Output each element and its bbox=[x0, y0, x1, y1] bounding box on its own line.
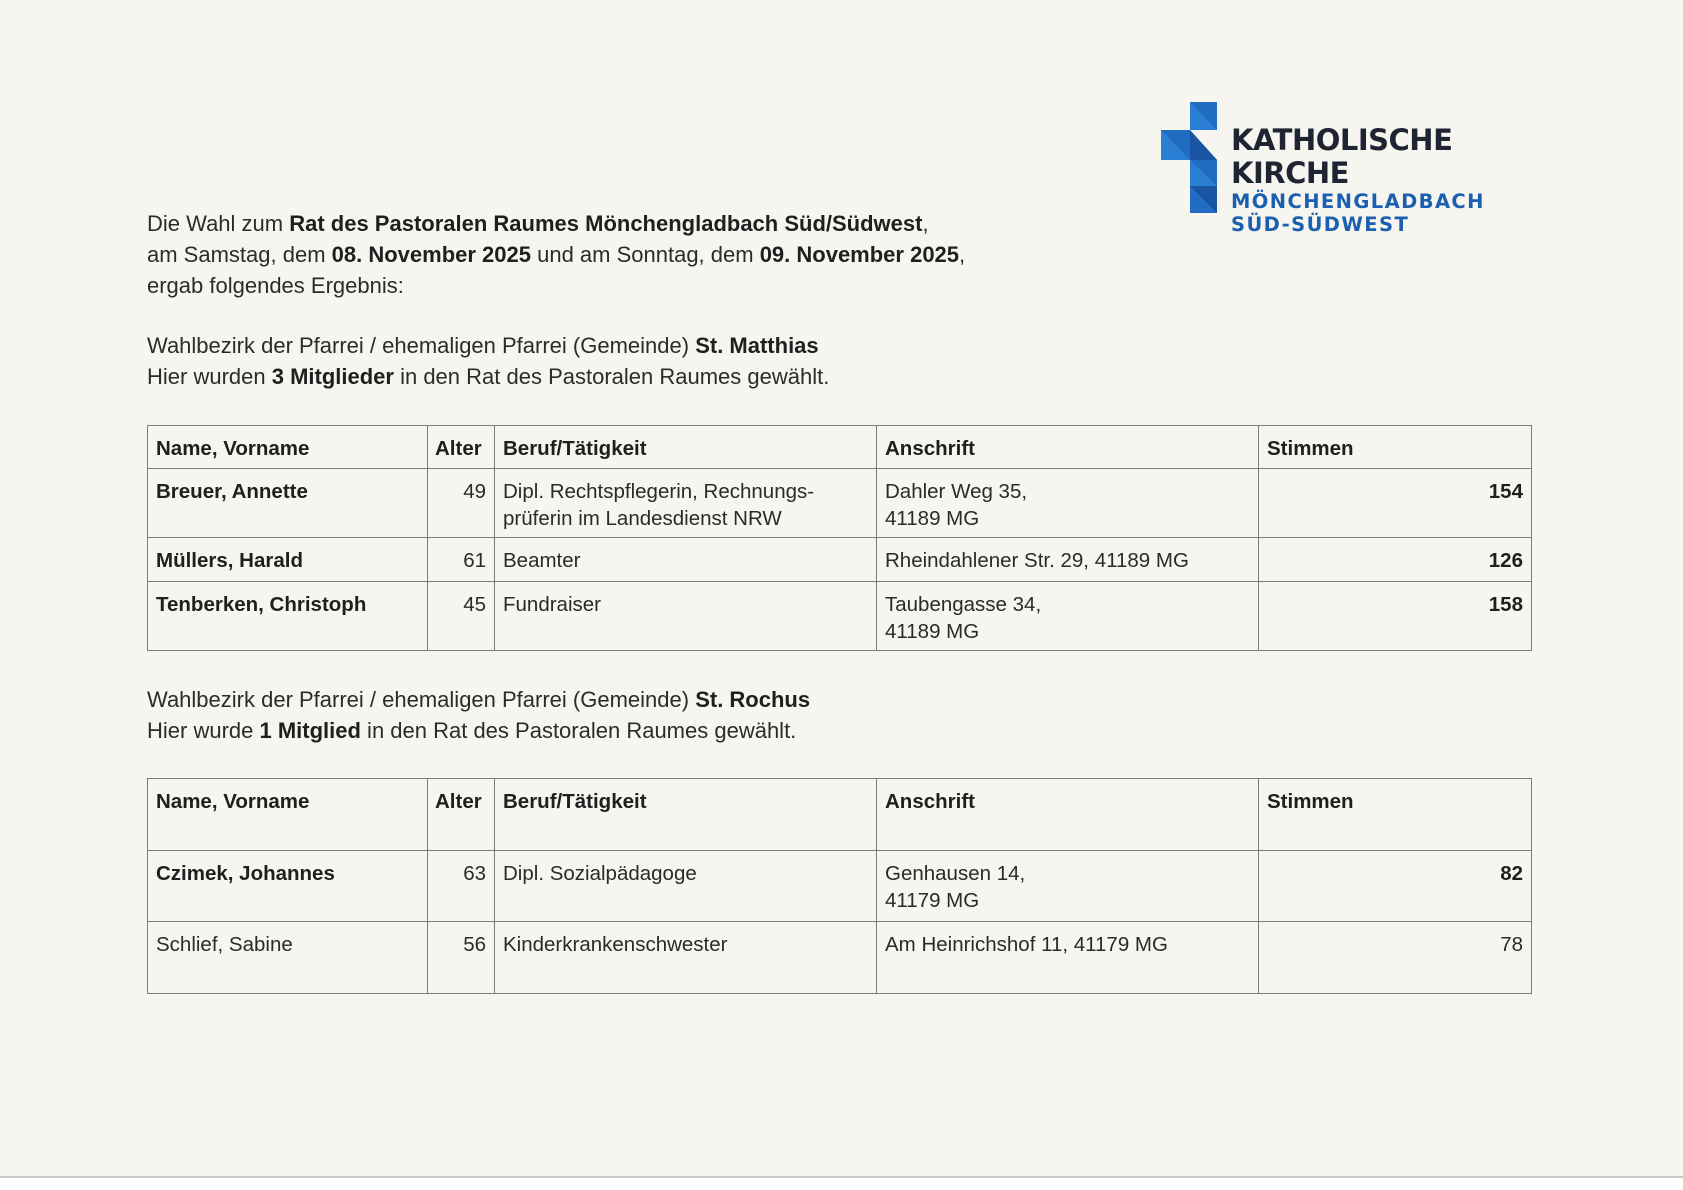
candidate-occupation bbox=[495, 922, 877, 994]
district-heading-st-rochus bbox=[147, 684, 810, 746]
district-name: St. Rochus bbox=[695, 687, 811, 712]
address-line: Taubengasse 34, bbox=[885, 593, 1042, 616]
candidate-address bbox=[877, 582, 1259, 651]
district-name: St. Matthias bbox=[695, 333, 819, 358]
table-header-row bbox=[148, 426, 1532, 469]
candidate-age: 56 bbox=[428, 922, 495, 994]
elected-count: 1 Mitglied bbox=[259, 718, 361, 743]
results-table-st-rochus bbox=[147, 778, 1532, 994]
intro-paragraph bbox=[147, 208, 965, 301]
cross-icon bbox=[1161, 102, 1219, 213]
district-heading-st-matthias bbox=[147, 330, 829, 392]
intro-line-1 bbox=[147, 208, 965, 239]
intro-text: , bbox=[959, 242, 966, 267]
intro-text: und am Sonntag, dem bbox=[530, 242, 760, 267]
candidate-address bbox=[877, 538, 1259, 582]
logo-title-line2: KIRCHE bbox=[1231, 156, 1349, 190]
elected-count: 3 Mitglieder bbox=[271, 364, 394, 389]
address-line: 41179 MG bbox=[885, 889, 980, 912]
logo-title-line1: KATHOLISCHE bbox=[1231, 123, 1453, 157]
candidate-occupation bbox=[495, 582, 877, 651]
candidate-name: Schlief, Sabine bbox=[148, 922, 428, 994]
address-line: 41189 MG bbox=[885, 507, 980, 530]
logo-subtitle-line1: MÖNCHENGLADBACH bbox=[1231, 190, 1485, 213]
table-row bbox=[148, 469, 1532, 538]
header-age: Alter bbox=[428, 779, 495, 851]
candidate-address bbox=[877, 851, 1259, 922]
candidate-occupation bbox=[495, 538, 877, 582]
scan-background bbox=[0, 1178, 1683, 1190]
candidate-age: 49 bbox=[428, 469, 495, 538]
district-label: Wahlbezirk der Pfarrei / ehemaligen Pfarrei (Gemeinde) bbox=[147, 687, 696, 712]
address-line: Genhausen 14, bbox=[885, 862, 1026, 885]
elected-text: Hier wurde bbox=[147, 718, 260, 743]
header-name: Name, Vorname bbox=[148, 426, 428, 469]
address-line: Am Heinrichshof 11, 41179 MG bbox=[885, 933, 1168, 956]
logo bbox=[1161, 102, 1491, 242]
occupation-line: Dipl. Sozialpädagoge bbox=[503, 862, 697, 885]
header-name: Name, Vorname bbox=[148, 779, 428, 851]
candidate-votes: 82 bbox=[1259, 851, 1532, 922]
election-date-2: 09. November 2025 bbox=[759, 242, 960, 267]
header-occupation: Beruf/Tätigkeit bbox=[495, 426, 877, 469]
candidate-age: 61 bbox=[428, 538, 495, 582]
header-occupation: Beruf/Tätigkeit bbox=[495, 779, 877, 851]
candidate-votes: 78 bbox=[1259, 922, 1532, 994]
elected-text: in den Rat des Pastoralen Raumes gewählt. bbox=[393, 364, 830, 389]
address-line: 41189 MG bbox=[885, 620, 980, 643]
election-date-1: 08. November 2025 bbox=[331, 242, 531, 267]
header-votes: Stimmen bbox=[1259, 426, 1532, 469]
candidate-name: Tenberken, Christoph bbox=[148, 582, 428, 651]
occupation-line: Fundraiser bbox=[503, 593, 601, 616]
candidate-occupation bbox=[495, 469, 877, 538]
header-address: Anschrift bbox=[877, 779, 1259, 851]
candidate-name: Czimek, Johannes bbox=[148, 851, 428, 922]
address-line: Dahler Weg 35, bbox=[885, 480, 1028, 503]
table-header-row bbox=[148, 779, 1532, 851]
elected-count-line bbox=[147, 715, 810, 746]
candidate-address bbox=[877, 922, 1259, 994]
results-table-st-matthias bbox=[147, 425, 1532, 651]
candidate-votes: 154 bbox=[1259, 469, 1532, 538]
occupation-line: Kinderkrankenschwester bbox=[503, 933, 728, 956]
elected-text: Hier wurden bbox=[147, 364, 272, 389]
candidate-votes: 158 bbox=[1259, 582, 1532, 651]
candidate-address bbox=[877, 469, 1259, 538]
table-row bbox=[148, 582, 1532, 651]
logo-subtitle-line2: SÜD-SÜDWEST bbox=[1231, 213, 1410, 236]
elected-text: in den Rat des Pastoralen Raumes gewählt. bbox=[360, 718, 797, 743]
header-address: Anschrift bbox=[877, 426, 1259, 469]
candidate-votes: 126 bbox=[1259, 538, 1532, 582]
header-age: Alter bbox=[428, 426, 495, 469]
candidate-name: Müllers, Harald bbox=[148, 538, 428, 582]
address-line: Rheindahlener Str. 29, 41189 MG bbox=[885, 549, 1189, 572]
candidate-age: 63 bbox=[428, 851, 495, 922]
district-line bbox=[147, 330, 829, 361]
occupation-line: prüferin im Landesdienst NRW bbox=[503, 507, 782, 530]
table-row bbox=[148, 851, 1532, 922]
intro-line-3: ergab folgendes Ergebnis: bbox=[147, 273, 404, 298]
header-votes: Stimmen bbox=[1259, 779, 1532, 851]
district-line bbox=[147, 684, 810, 715]
intro-text: Die Wahl zum bbox=[147, 211, 290, 236]
candidate-occupation bbox=[495, 851, 877, 922]
table-row bbox=[148, 922, 1532, 994]
council-name: Rat des Pastoralen Raumes Mönchengladbach Süd/Südwest bbox=[289, 211, 923, 236]
intro-line-2 bbox=[147, 239, 965, 270]
elected-count-line bbox=[147, 361, 829, 392]
candidate-age: 45 bbox=[428, 582, 495, 651]
occupation-line: Dipl. Rechtspflegerin, Rechnungs- bbox=[503, 480, 815, 503]
district-label: Wahlbezirk der Pfarrei / ehemaligen Pfarrei (Gemeinde) bbox=[147, 333, 696, 358]
table-row bbox=[148, 538, 1532, 582]
candidate-name: Breuer, Annette bbox=[148, 469, 428, 538]
intro-text: am Samstag, dem bbox=[147, 242, 332, 267]
occupation-line: Beamter bbox=[503, 549, 581, 572]
intro-text: , bbox=[922, 211, 929, 236]
